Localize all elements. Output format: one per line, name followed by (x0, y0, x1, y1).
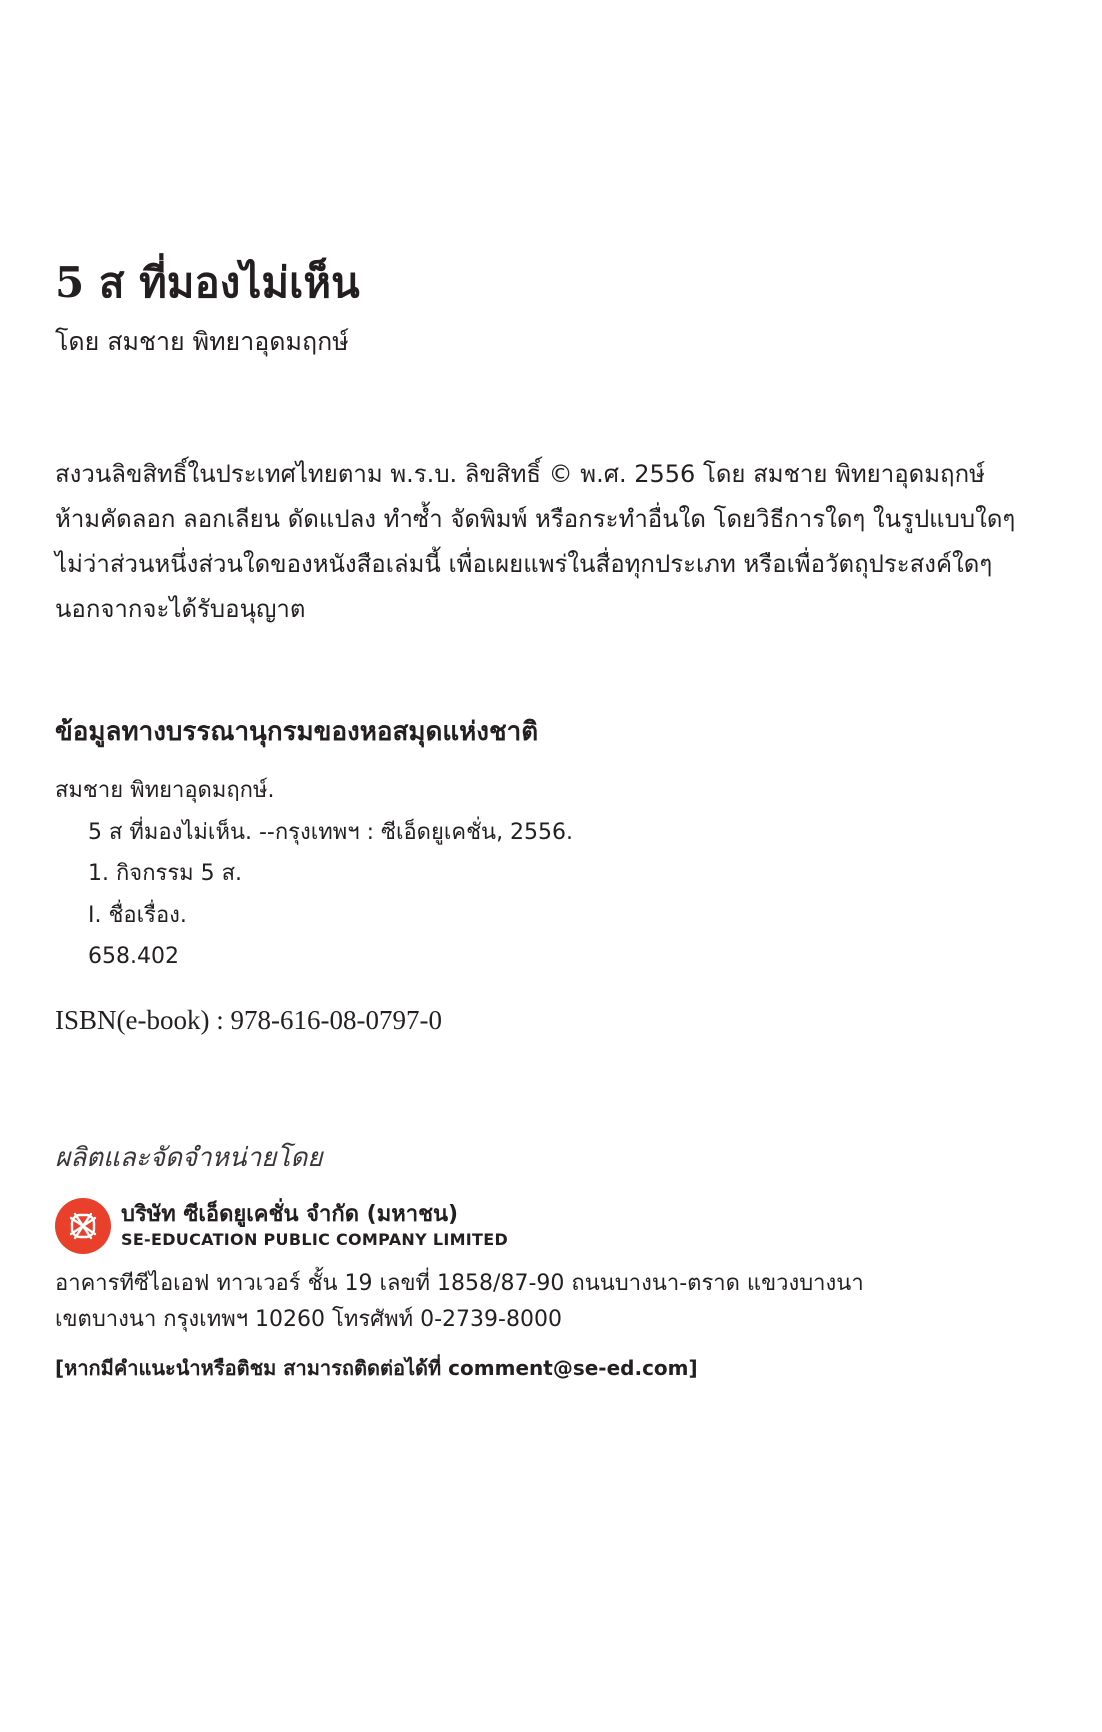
cip-classification: 658.402 (88, 944, 179, 969)
cip-subject: 1. กิจกรรม 5 ส. (88, 861, 243, 886)
copyright-line: นอกจากจะได้รับอนุญาต (55, 595, 306, 623)
copyright-notice (55, 452, 1055, 632)
address-line: อาคารทีซีไอเอฟ ทาวเวอร์ ชั้น 19 เลขที่ 1858/87-90 ถนนบางนา-ตราด แขวงบางนา (55, 1271, 864, 1296)
author-byline: โดย สมชาย พิทยาอุดมฤกษ์ (55, 327, 349, 356)
copyright-line: ห้ามคัดลอก ลอกเลียน ดัดแปลง ทำซ้ำ จัดพิมพ์ หรือกระทำอื่นใด โดยวิธีการใดๆ ในรูปแบบใดๆ (55, 505, 1016, 533)
cip-record (55, 770, 573, 978)
cip-entry: 5 ส ที่มองไม่เห็น. --กรุงเทพฯ : ซีเอ็ดยูเคชั่น, 2556. (88, 819, 574, 845)
cip-heading: ข้อมูลทางบรรณานุกรมของหอสมุดแห่งชาติ (55, 717, 539, 747)
address-line: เขตบางนา กรุงเทพฯ 10260 โทรศัพท์ 0-2739-8000 (55, 1307, 562, 1332)
produced-by-label: ผลิตและจัดจำหน่ายโดย (55, 1143, 323, 1173)
contact-note: [หากมีคำแนะนำหรือติชม สามารถติดต่อได้ที่ comment@se-ed.com] (55, 1356, 698, 1380)
copyright-line: สงวนลิขสิทธิ์ในประเทศไทยตาม พ.ร.บ. ลิขสิทธิ์ © พ.ศ. 2556 โดย สมชาย พิทยาอุดมฤกษ์ (55, 460, 985, 488)
se-ed-logo-icon (55, 1198, 111, 1254)
copyright-line: ไม่ว่าส่วนหนึ่งส่วนใดของหนังสือเล่มนี้ เพื่อเผยแพร่ในสื่อทุกประเภท หรือเพื่อวัตถุประสงค์ใดๆ (55, 550, 993, 578)
cip-author: สมชาย พิทยาอุดมฤกษ์. (55, 778, 275, 803)
publisher-logo (55, 1196, 508, 1256)
cip-title-entry: I. ชื่อเรื่อง. (88, 902, 187, 928)
isbn: ISBN(e-book) : 978-616-08-0797-0 (55, 1005, 442, 1035)
publisher-address (55, 1266, 864, 1338)
book-title: 5 ส ที่มองไม่เห็น (55, 258, 360, 307)
company-name-th: บริษัท ซีเอ็ดยูเคชั่น จำกัด (มหาชน) (121, 1202, 459, 1227)
company-name-en: SE-EDUCATION PUBLIC COMPANY LIMITED (121, 1230, 509, 1249)
